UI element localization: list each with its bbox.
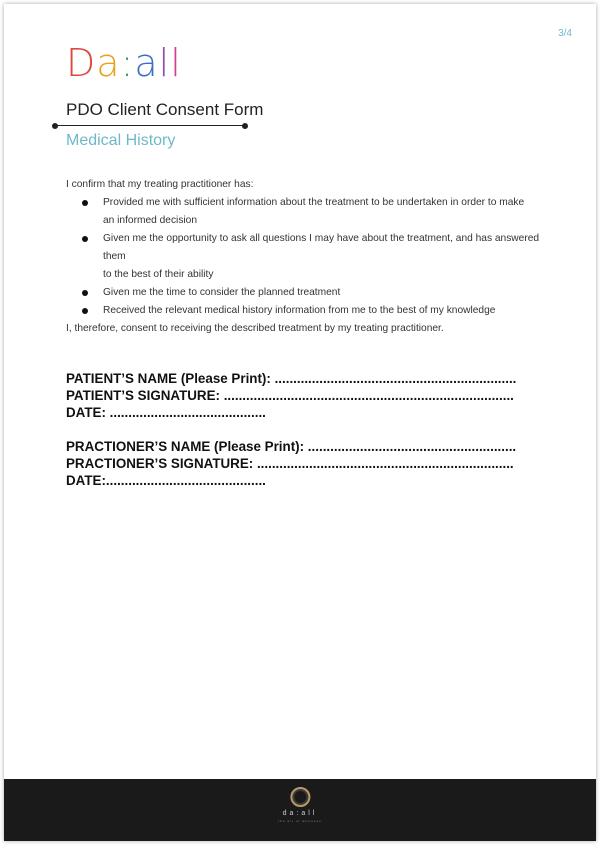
section-subtitle: Medical History (66, 132, 176, 149)
logo-letter: l (170, 41, 182, 85)
form-title: PDO Client Consent Form (66, 100, 264, 119)
list-item: Received the relevant medical history information from me to the best of my knowledge (66, 302, 546, 320)
page-footer (4, 779, 596, 841)
brand-logo (66, 41, 182, 85)
bullet-icon (82, 200, 88, 206)
practitioner-date-field[interactable]: DATE:........................................... (66, 473, 266, 488)
bullet-icon (82, 236, 88, 242)
patient-signature-field[interactable]: PATIENT’S SIGNATURE: .............................................................................. (66, 388, 514, 403)
logo-letter: a (96, 41, 121, 85)
list-item: Given me the opportunity to ask all questions I may have about the treatment, and has answered them to the best of their ability (66, 230, 546, 284)
logo-letter: : (120, 41, 135, 85)
list-item: Provided me with sufficient information about the treatment to be undertaken in order to make an informed decision (66, 194, 546, 230)
list-item: Given me the time to consider the planned treatment (66, 284, 546, 302)
logo-letter: D (66, 41, 97, 85)
title-divider (54, 125, 246, 126)
ring-icon (290, 787, 310, 807)
logo-letter: a (134, 41, 159, 85)
page-number: 3/4 (558, 28, 572, 39)
closing-text: I, therefore, consent to receiving the described treatment by my treating practitioner. (66, 323, 444, 334)
practitioner-signature-field[interactable]: PRACTIONER’S SIGNATURE: ..................................................................... (66, 456, 514, 471)
patient-date-field[interactable]: DATE: .......................................... (66, 405, 266, 420)
document-page (4, 4, 596, 841)
practitioner-name-field[interactable]: PRACTIONER’S NAME (Please Print): ........................................................ (66, 439, 517, 454)
logo-letter: l (158, 41, 171, 85)
bullet-icon (82, 290, 88, 296)
bullet-icon (82, 308, 88, 314)
footer-logo (278, 787, 321, 823)
signature-fields (66, 370, 546, 489)
footer-wordmark: da:all (282, 810, 318, 817)
patient-name-field[interactable]: PATIENT’S NAME (Please Print): ................................................................. (66, 371, 517, 386)
consent-list (66, 194, 546, 320)
footer-tagline: the art of wellness (278, 819, 322, 823)
consent-statement (66, 176, 546, 338)
intro-text: I confirm that my treating practitioner has: (66, 179, 254, 190)
